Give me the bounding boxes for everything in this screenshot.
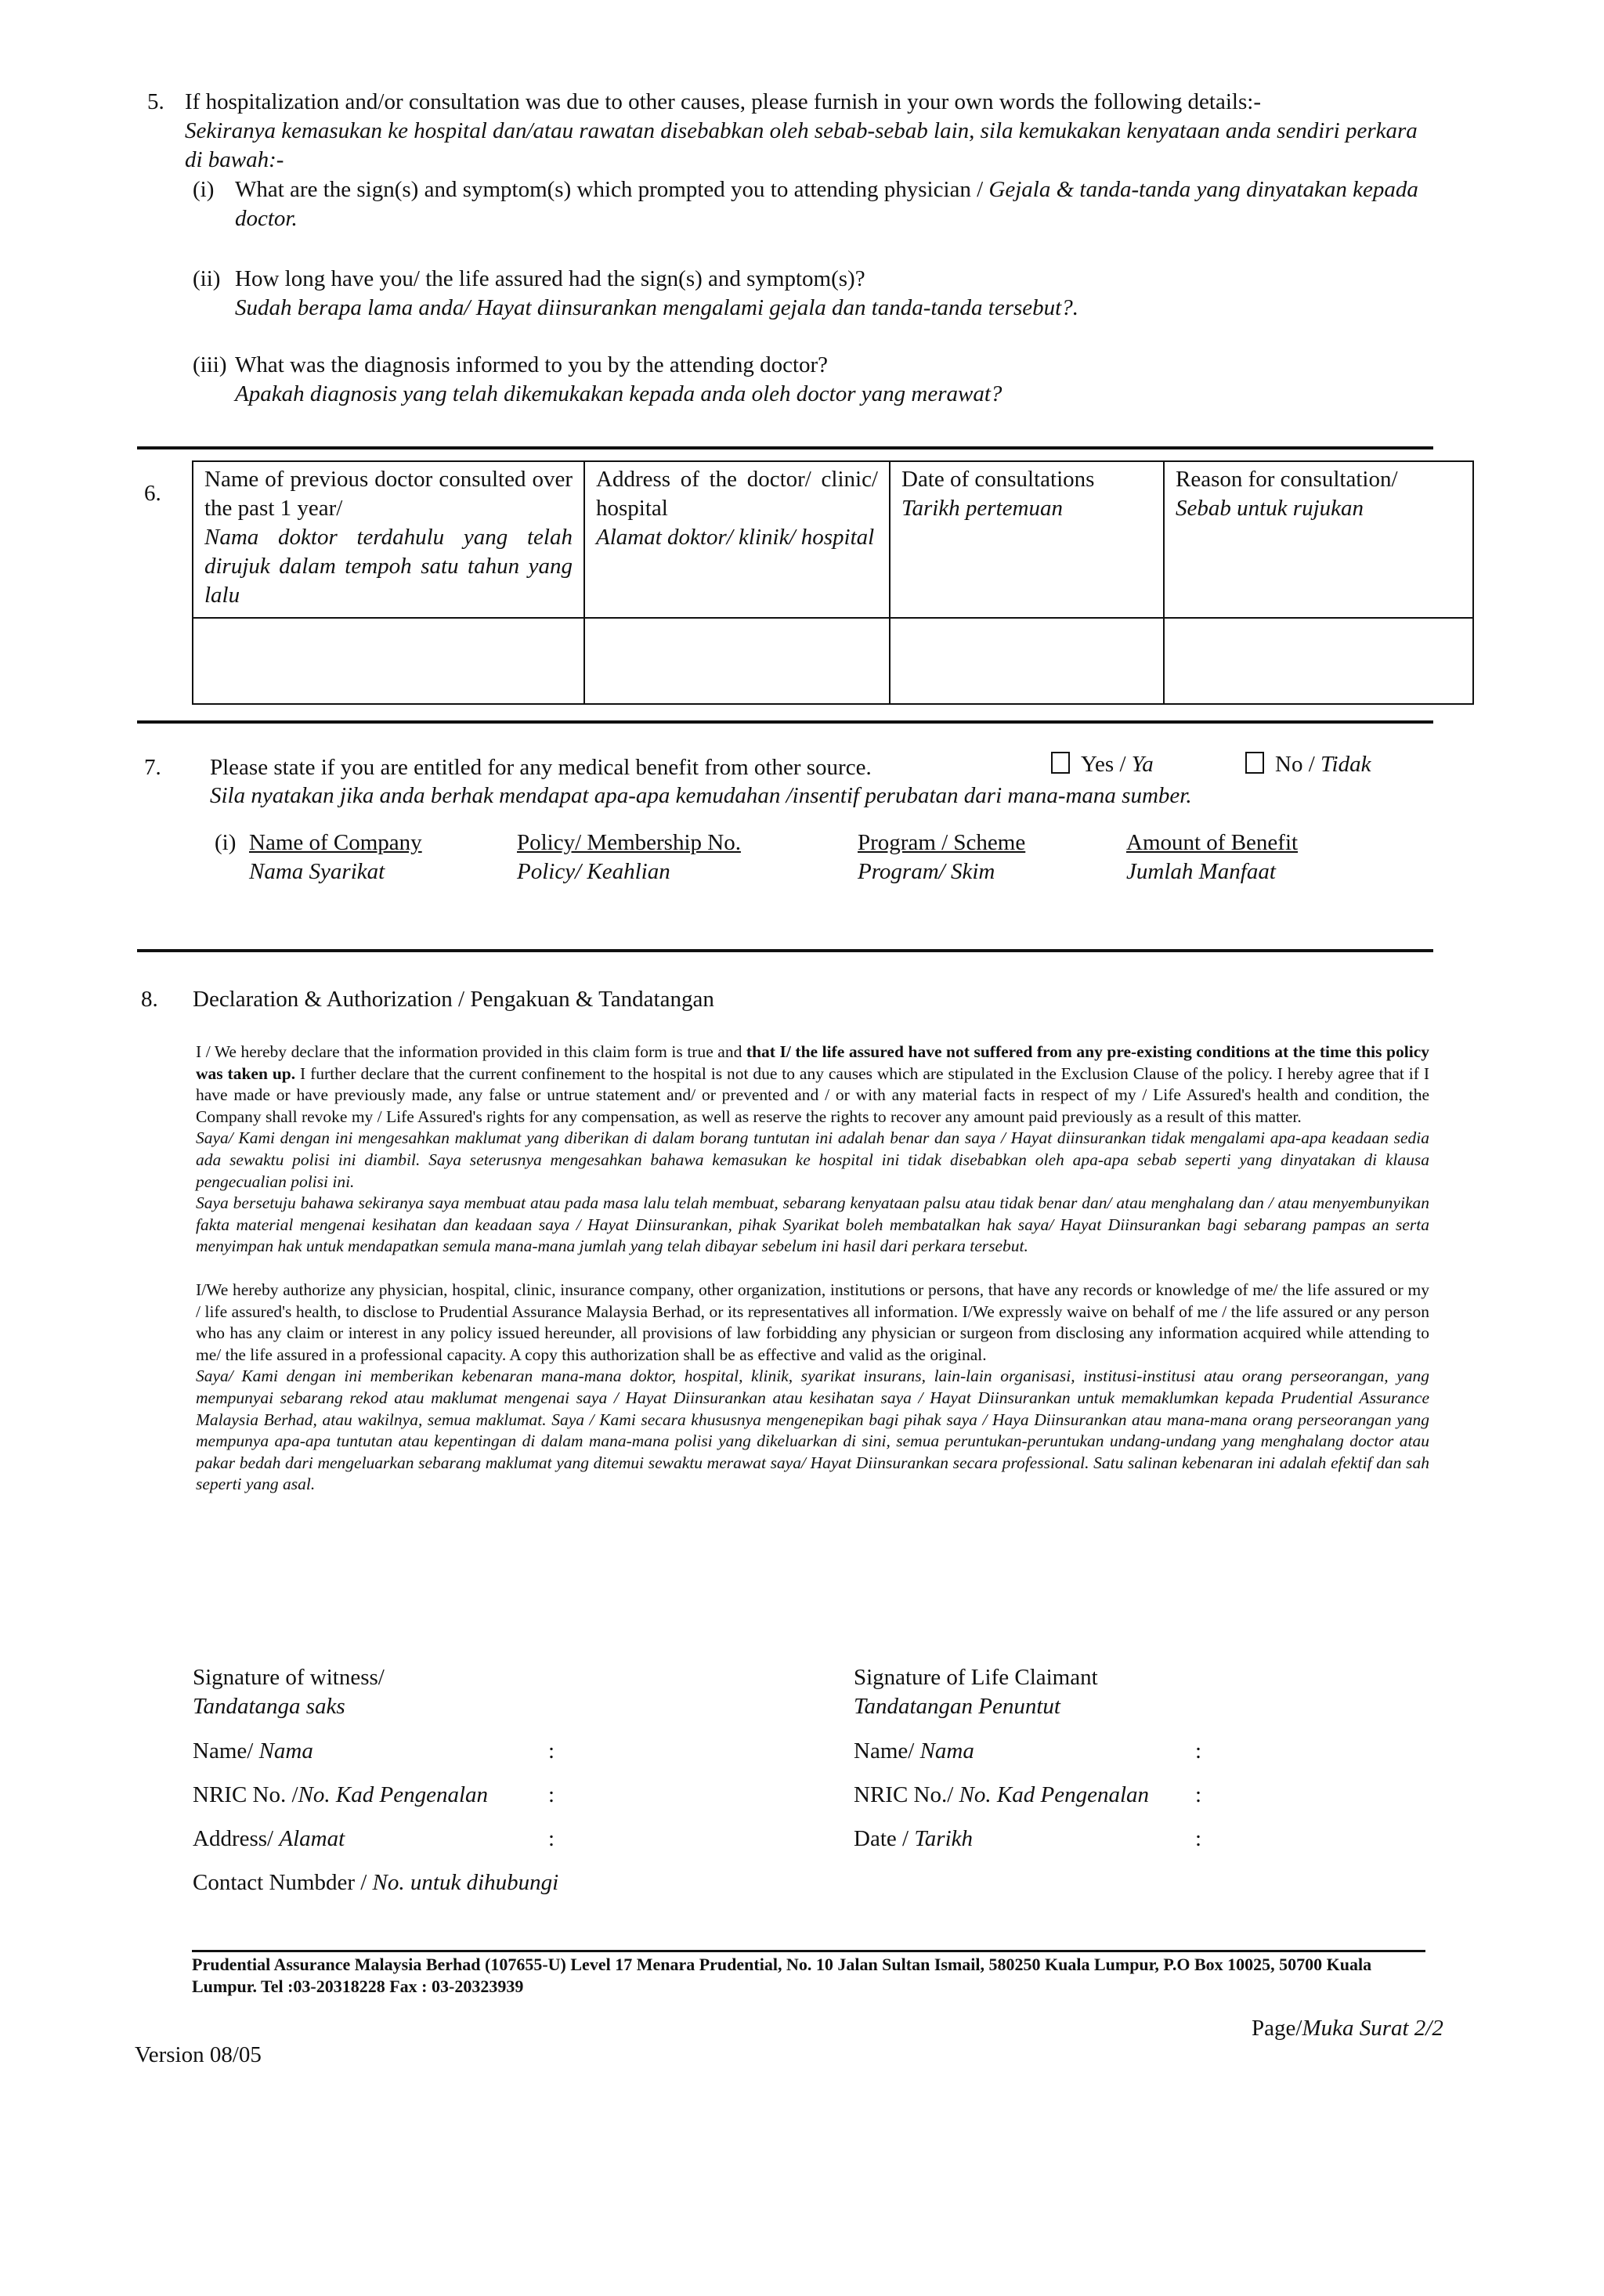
table-row [193,618,1473,704]
claimant-name-my: Nama [919,1738,974,1764]
col-doctor-name-my: Nama doktor terdahulu yang telah dirujuk dalam tempoh satu tahun yang lalu [204,525,573,608]
col-consult-reason [1164,461,1473,618]
field-policy-no-en: Policy/ Membership No. [517,830,741,855]
witness-name-label [193,1737,313,1766]
field-company-name-my: Nama Syarikat [249,859,385,884]
section-divider-5-6 [137,446,1433,449]
field-amount-benefit-my: Jumlah Manfaat [1126,859,1276,884]
claimant-name-colon: : [1195,1738,1202,1764]
version-label: Version 08/05 [135,2042,262,2067]
yes-label-en: Yes / [1081,752,1126,777]
declaration-my-2: Saya bersetuju bahawa sekiranya saya membuat atau pada masa lalu telah membuat, sebarang kenyataan palsu atau tidak benar dan/ atau menghalang dan / atau menyembunyikan fakta material mengenai kesihatan dan keadaan saya / Hayat Diinsurankan, pihak Syarikat boleh membatalkan hak saya/ Hayat Diinsurankan bagi sebarang pampas an serta menyimpan hak untuk mendapatkan semula mana-mana jumlah yang telah dibayar sebelum ini hasil dari perkara tersebut. [196,1193,1429,1256]
q8-title: Declaration & Authorization / Pengakuan & Tandatangan [193,987,714,1012]
witness-address-colon: : [548,1826,555,1851]
q5-sub-i-en: What are the sign(s) and symptom(s) which prompted you to attending physician / [235,177,984,202]
field-program-scheme-my: Program/ Skim [858,859,995,884]
witness-name-en: Name/ [193,1738,254,1764]
field-program-scheme-en: Program / Scheme [858,830,1026,855]
col-consult-reason-my: Sebab untuk rujukan [1176,496,1364,521]
authorization-en: I/We hereby authorize any physician, hospital, clinic, insurance company, other organization, institutions or persons, that have any records or knowledge of me/ the life assured or my / life assured's health, to disclose to Prudential Assurance Malaysia Berhad, or its representatives all information. I/We expressly waive on behalf of me / the life assured or any person who has any claim or interest in any policy issued hereunder, all provisions of law forbidding any physician or surgeon from disclosing any information acquired while attending to me/ the life assured in a professional capacity. A copy this authorization shall be as effective and valid as the original. [196,1280,1429,1364]
claimant-signature-my: Tandatangan Penuntut [854,1694,1060,1719]
q7-number: 7. [144,755,161,780]
q5-sub-i-number: (i) [193,177,215,202]
claimant-date-my: Tarikh [914,1826,973,1851]
footer-company-address: Prudential Assurance Malaysia Berhad (107655-U) Level 17 Menara Prudential, No. 10 Jalan Sultan Ismail, 580250 Kuala Lumpur, P.O Box 10025, 50700 Kuala Lumpur. Tel :03-20318228 Fax : 03-20323939 [192,1955,1372,1996]
page-number-my: Muka Surat 2/2 [1302,2016,1443,2041]
claimant-nric-en: NRIC No./ [854,1782,954,1807]
q5-sub-iii-en: What was the diagnosis informed to you by the attending doctor? [235,352,829,377]
q5-sub-i-my: Gejala & tanda-tanda yang dinyatakan kepada doctor. [235,177,1418,231]
witness-signature-label [193,1663,385,1721]
q8-number: 8. [141,987,158,1012]
field-company-name [249,829,422,886]
declaration-text [196,1042,1429,1496]
q5-sub-ii-my: Sudah berapa lama anda/ Hayat diinsurankan mengalami gejala dan tanda-tanda tersebut?. [235,295,1078,320]
section-divider-6-7 [137,720,1433,724]
table-header-row [193,461,1473,618]
claimant-signature-label [854,1663,1098,1721]
col-consult-date [890,461,1164,618]
field-policy-no [517,829,741,886]
field-program-scheme [858,829,1025,886]
q6-number: 6. [144,481,161,506]
col-doctor-address-my: Alamat doktor/ klinik/ hospital [596,525,875,550]
witness-address-label [193,1825,345,1854]
no-label-my: Tidak [1320,752,1371,777]
q5-question-my: Sekiranya kemasukan ke hospital dan/atau rawatan disebabkan oleh sebab-sebab lain, sila kemukakan kenyataan anda sendiri perkara di bawah:- [185,118,1418,172]
witness-name-my: Nama [258,1738,313,1764]
declaration-en-part2: I further declare that the current confinement to the hospital is not due to any causes which are stipulated in the Exclusion Clause of the policy. I hereby agree that if I have made or have previously made, any false or untrue statement and/ or prevented and / or with any material facts in respect of my / Life Assured's health and condition, the Company shall revoke my / Life Assured's rights for any compensation, as well as reserve the rights to recover any amount paid previously as a result of this matter. [196,1063,1429,1126]
q5-sub-ii-en: How long have you/ the life assured had the sign(s) and symptom(s)? [235,266,865,291]
declaration-my-1: Saya/ Kami dengan ini mengesahkan maklumat yang diberikan di dalam borang tuntutan ini adalah benar dan saya / Hayat diinsurankan tidak mengalami apa-apa keadaan sedia ada sewaktu polisi ini diambil. Saya seterusnya mengesahkan bahawa kemasukan ke hospital ini tidak disebabkan oleh apa-apa sebab seperti yang dinyatakan di klausa pengecualian polisi ini. [196,1128,1429,1191]
witness-signature-en: Signature of witness/ [193,1665,385,1690]
section-divider-7-8 [137,949,1433,952]
q5-sub-iii-number: (iii) [193,352,227,377]
authorization-my: Saya/ Kami dengan ini memberikan kebenaran mana-mana doktor, hospital, klinik, syarikat insurans, lain-lain organisasi, institusi-institusi atau orang perseorangan, yang mempunyai sebarang rekod atau maklumat mengenai saya / Hayat Diinsurankan atau kesihatan saya / Hayat Diinsurankan untuk memaklumkan kepada Prudential Assurance Malaysia Berhad, atau wakilnya, semua maklumat. Saya / Kami secara khususnya mengenepikan bagi pihak saya / Haya Diinsurankan atau mana-mana orang perseorangan yang mempunya apa-apa tuntutan atau kepentingan di dalam mana-mana polisi yang dikeluarkan di sini, semua peruntukan-peruntukan undang-undang yang menghalang doctor atau pakar bedah dari mengeluarkan sebarang maklumat yang ditemui sewaktu merawat saya/ Hayat Diinsurankan secara professional. Satu salinan kebenaran ini adalah efektif dan sah seperti yang asal. [196,1366,1429,1494]
witness-nric-my: No. Kad Pengenalan [298,1782,488,1807]
field-amount-benefit-en: Amount of Benefit [1126,830,1299,855]
field-policy-no-my: Policy/ Keahlian [517,859,670,884]
previous-doctors-table [192,460,1474,705]
witness-contact-my: No. untuk dihubungi [372,1870,559,1895]
witness-address-my: Alamat [279,1826,345,1851]
declaration-en [196,1042,1429,1128]
col-doctor-address [584,461,890,618]
yes-label-my: Ya [1131,752,1154,777]
claimant-name-en: Name/ [854,1738,915,1764]
q5-sub-i-text [235,175,1433,233]
no-label-en: No / [1275,752,1315,777]
q5-question-en: If hospitalization and/or consultation was due to other causes, please furnish in your own words the following details:- [185,89,1261,114]
col-doctor-address-en: Address of the doctor/ clinic/ hospital [596,467,878,521]
declaration-en-part1: I / We hereby declare that the information provided in this claim form is true and [196,1042,746,1061]
witness-contact-en: Contact Numbder / [193,1870,367,1895]
q7-question-en: Please state if you are entitled for any medical benefit from other source. [210,755,872,780]
claimant-nric-my: No. Kad Pengenalan [959,1782,1149,1807]
col-doctor-name-en: Name of previous doctor consulted over the past 1 year/ [204,467,573,521]
col-doctor-name [193,461,584,618]
field-amount-benefit [1126,829,1298,886]
declaration-en-bold: that I/ the life assured have not suffered from any pre-existing conditions at the time this policy was taken up. [196,1042,1429,1083]
witness-nric-label [193,1781,488,1810]
col-consult-date-my: Tarikh pertemuan [901,496,1063,521]
witness-contact-label [193,1868,558,1897]
witness-address-en: Address/ [193,1826,274,1851]
q5-sub-ii-number: (ii) [193,266,221,291]
witness-signature-my: Tandatanga saks [193,1694,345,1719]
witness-nric-en: NRIC No. / [193,1782,298,1807]
witness-name-colon: : [548,1738,555,1764]
claimant-signature-en: Signature of Life Claimant [854,1665,1098,1690]
doctor-address-cell[interactable] [584,618,890,704]
q5-number: 5. [147,89,164,114]
claimant-nric-label [854,1781,1149,1810]
q7-sub-number: (i) [215,830,237,855]
doctor-name-cell[interactable] [193,618,584,704]
yes-checkbox[interactable] [1051,752,1070,774]
page-number [1252,2014,1443,2043]
page-number-en: Page/ [1252,2016,1302,2041]
consult-date-cell[interactable] [890,618,1164,704]
claimant-nric-colon: : [1195,1782,1202,1807]
field-company-name-en: Name of Company [249,830,422,855]
claimant-name-label [854,1737,974,1766]
claimant-date-colon: : [1195,1826,1202,1851]
q7-yes-option[interactable] [1051,750,1154,779]
claimant-date-label [854,1825,973,1854]
footer-divider [192,1950,1425,1952]
consult-reason-cell[interactable] [1164,618,1473,704]
witness-nric-colon: : [548,1782,555,1807]
claimant-date-en: Date / [854,1826,909,1851]
q7-no-option[interactable] [1245,750,1371,779]
no-checkbox[interactable] [1245,752,1264,774]
col-consult-reason-en: Reason for consultation/ [1176,467,1398,492]
col-consult-date-en: Date of consultations [901,467,1095,492]
q7-question-my: Sila nyatakan jika anda berhak mendapat apa-apa kemudahan /insentif perubatan dari mana-mana sumber. [210,783,1192,808]
q5-sub-iii-my: Apakah diagnosis yang telah dikemukakan kepada anda oleh doctor yang merawat? [235,381,1002,406]
